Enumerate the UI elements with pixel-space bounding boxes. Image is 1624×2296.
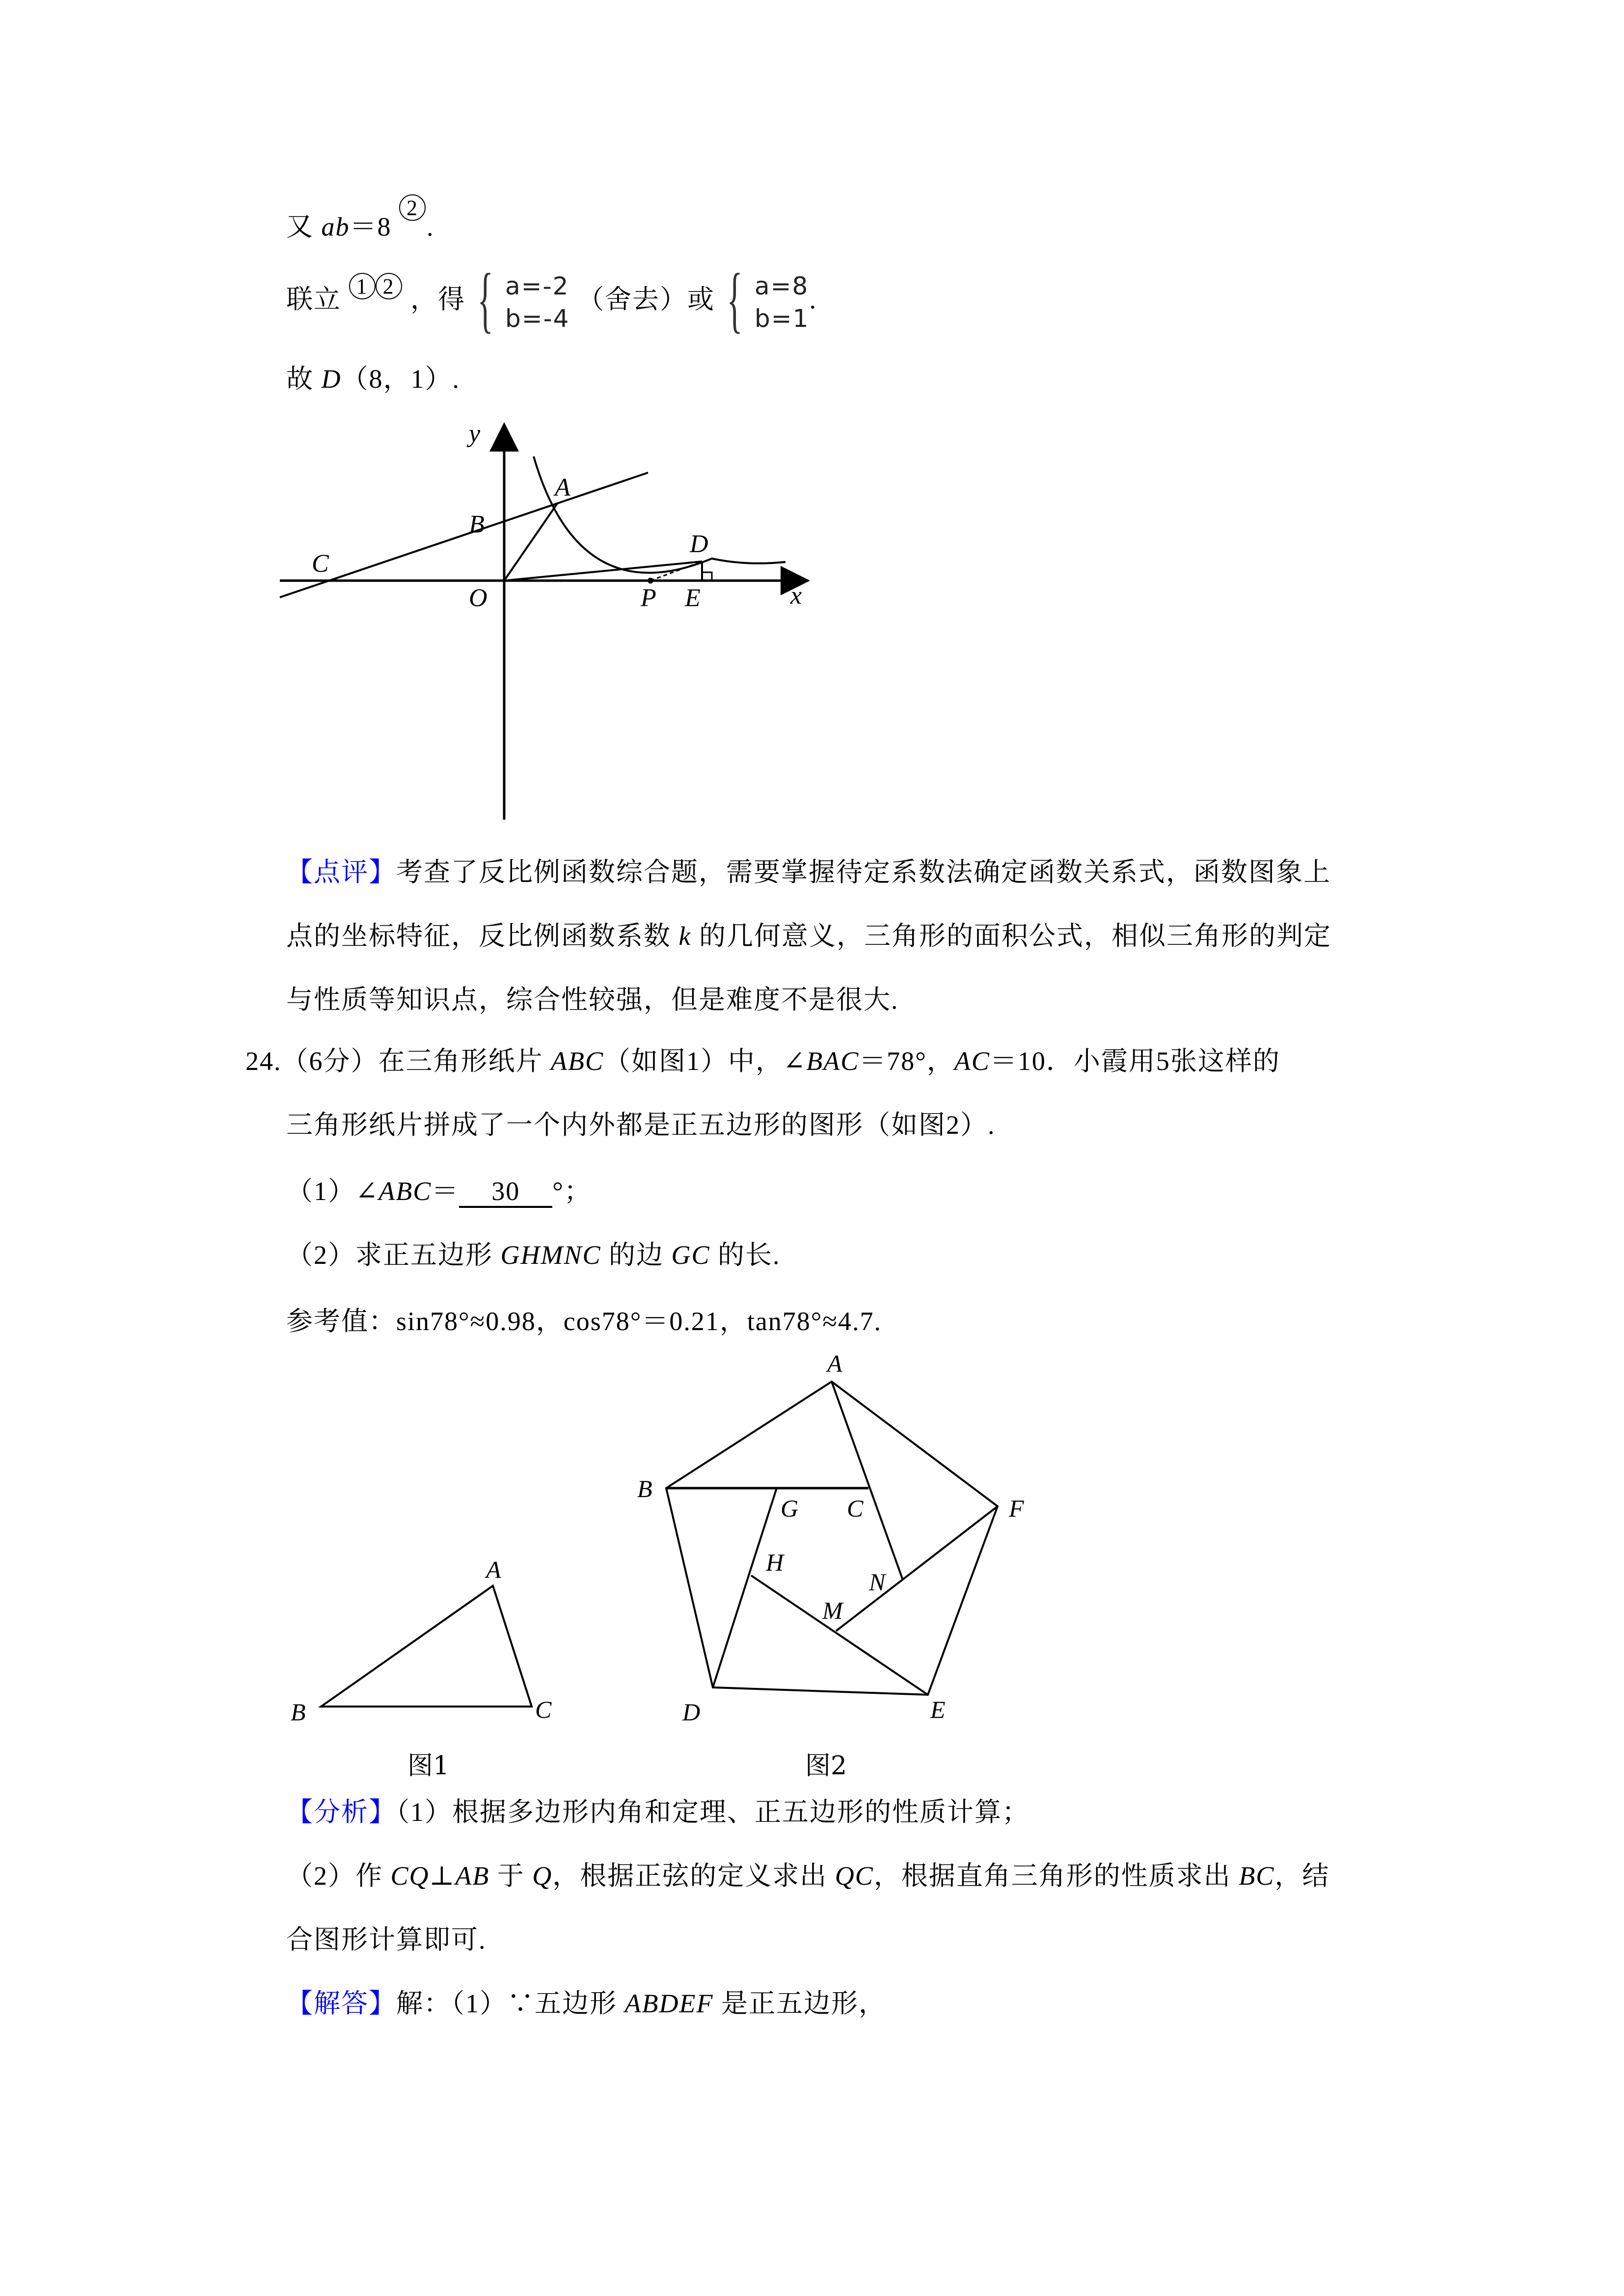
text: 的几何意义，三角形的面积公式，相似三角形的判定: [699, 921, 1331, 951]
fig2-label-f: F: [1009, 1495, 1024, 1522]
outer-pentagon: [666, 1382, 998, 1695]
solution-tag: 【解答】: [286, 1989, 396, 2018]
segment-oa: [504, 504, 557, 581]
label-e: E: [685, 584, 701, 612]
review-tag: 【点评】: [286, 857, 396, 887]
fig2-label-h: H: [766, 1548, 784, 1576]
text: （舍去）或: [577, 285, 715, 314]
perp-symbol: ⊥: [429, 1861, 456, 1891]
brace-icon: {: [477, 258, 494, 340]
text: （2）作: [286, 1861, 383, 1891]
label-x: x: [790, 582, 802, 610]
eq: a=8: [755, 271, 809, 300]
analysis-tag: 【分析】: [286, 1797, 396, 1827]
fig2-label-e: E: [930, 1696, 946, 1723]
var: QC: [835, 1861, 874, 1891]
review-line-1: [286, 856, 1331, 888]
var: ABC: [551, 1046, 604, 1076]
fig2-label-m: M: [822, 1597, 843, 1624]
fig1-label-c: C: [535, 1696, 552, 1723]
line-cb: [280, 473, 648, 597]
text: °；: [552, 1176, 592, 1206]
text: （2）求正五边形: [286, 1240, 493, 1270]
text: 考查了反比例函数综合题，需要掌握待定系数法确定函数关系式，函数图象上: [396, 857, 1331, 887]
text: 又: [286, 212, 314, 241]
label-p: P: [641, 584, 656, 612]
var: BC: [1239, 1861, 1275, 1891]
text: （8，1）.: [341, 364, 460, 394]
question-number: 24.: [245, 1046, 282, 1076]
var: AC: [954, 1046, 990, 1076]
text: （1）∠: [286, 1176, 379, 1206]
segment-fm: [836, 1506, 998, 1631]
label-a: A: [555, 474, 570, 502]
text: ，根据正弦的定义求出: [552, 1861, 828, 1891]
analysis-line-2: [286, 1860, 1329, 1892]
fig1-label-b: B: [291, 1698, 306, 1726]
var: GC: [671, 1240, 710, 1270]
var-k: k: [678, 921, 692, 951]
label-y: y: [469, 420, 481, 448]
answer-blank: 30: [459, 1176, 552, 1208]
label-o: O: [469, 584, 487, 612]
brace-icon: {: [726, 258, 743, 340]
right-angle-mark: [702, 572, 712, 581]
fig2-label-c: C: [847, 1495, 864, 1522]
figure2-caption: 图2: [805, 1751, 847, 1781]
text: 的长.: [718, 1240, 781, 1270]
label-d: D: [690, 530, 708, 558]
fig1-label-a: A: [486, 1556, 501, 1583]
var: BAC: [806, 1046, 860, 1076]
text: ，得: [410, 285, 465, 314]
question-part-2: [286, 1239, 781, 1271]
label-b: B: [469, 510, 485, 538]
text: ，结: [1274, 1861, 1330, 1891]
fig2-label-d: D: [682, 1698, 701, 1726]
text: 是正五边形，: [721, 1989, 886, 2018]
text: 联立: [286, 285, 341, 314]
var: GHMNC: [500, 1240, 601, 1270]
var: ABDEF: [624, 1989, 714, 2018]
segment-an: [832, 1382, 903, 1580]
text: 点的坐标特征，反比例函数系数: [286, 921, 671, 951]
figure1-caption: 图1: [407, 1751, 450, 1781]
question-line-1: [245, 1045, 1280, 1077]
text: （1）根据多边形内角和定理、正五边形的性质计算；: [396, 1797, 1029, 1827]
question-score: （6分）: [281, 1046, 379, 1076]
circled-1: 1: [349, 273, 376, 299]
text: ＝: [432, 1176, 460, 1206]
eq: b=1: [755, 304, 810, 333]
fig2-label-n: N: [869, 1568, 886, 1596]
text: .: [809, 285, 817, 314]
analysis-line-1: [286, 1796, 1029, 1828]
review-line-2: [286, 920, 1331, 952]
text: 三角形纸片拼成了一个内外都是正五边形的图形（如图2）.: [286, 1110, 996, 1140]
eq: a=-2: [505, 271, 569, 300]
reference-values: [286, 1306, 882, 1337]
segment-eh: [751, 1575, 928, 1695]
text: 于: [497, 1861, 525, 1891]
var-d: D: [321, 364, 342, 394]
text: 在三角形纸片: [378, 1046, 543, 1076]
hyperbola: [534, 456, 785, 573]
label-c: C: [312, 550, 329, 578]
text: 与性质等知识点，综合性较强，但是难度不是很大.: [286, 985, 899, 1015]
question-part-1: [286, 1175, 592, 1208]
circled-2: 2: [399, 194, 426, 221]
text: 的边: [609, 1240, 664, 1270]
var: ABC: [379, 1176, 432, 1206]
question-line-2: [286, 1109, 996, 1141]
text: （如图1）中，∠: [604, 1046, 807, 1076]
text: ＝78°，: [859, 1046, 954, 1076]
text: .: [427, 212, 434, 241]
var: AB: [455, 1861, 490, 1891]
figure1-triangle: [321, 1586, 532, 1707]
fig2-label-b: B: [637, 1475, 652, 1502]
text: 解：（1）∵五边形: [396, 1989, 617, 2018]
text: 参考值：sin78°≈0.98，cos78°＝0.21，tan78°≈4.7.: [286, 1307, 882, 1336]
eq: b=-4: [505, 304, 570, 333]
analysis-line-3: [286, 1924, 487, 1955]
circled-2: 2: [376, 273, 402, 299]
segment-dg: [713, 1488, 777, 1687]
review-line-3: [286, 984, 899, 1015]
point-p: [648, 578, 653, 584]
text: ＝8: [350, 212, 392, 241]
text: 故: [286, 364, 314, 394]
text: ，根据直角三角形的性质求出: [873, 1861, 1231, 1891]
var: Q: [532, 1861, 553, 1891]
var-ab: ab: [321, 212, 350, 241]
text: ＝10．小霞用5张这样的: [990, 1046, 1280, 1076]
fig2-label-g: G: [781, 1495, 799, 1522]
fig2-label-a: A: [827, 1350, 842, 1377]
solution-line: [286, 1988, 886, 2019]
text: 合图形计算即可.: [286, 1925, 487, 1954]
var: CQ: [390, 1861, 430, 1891]
